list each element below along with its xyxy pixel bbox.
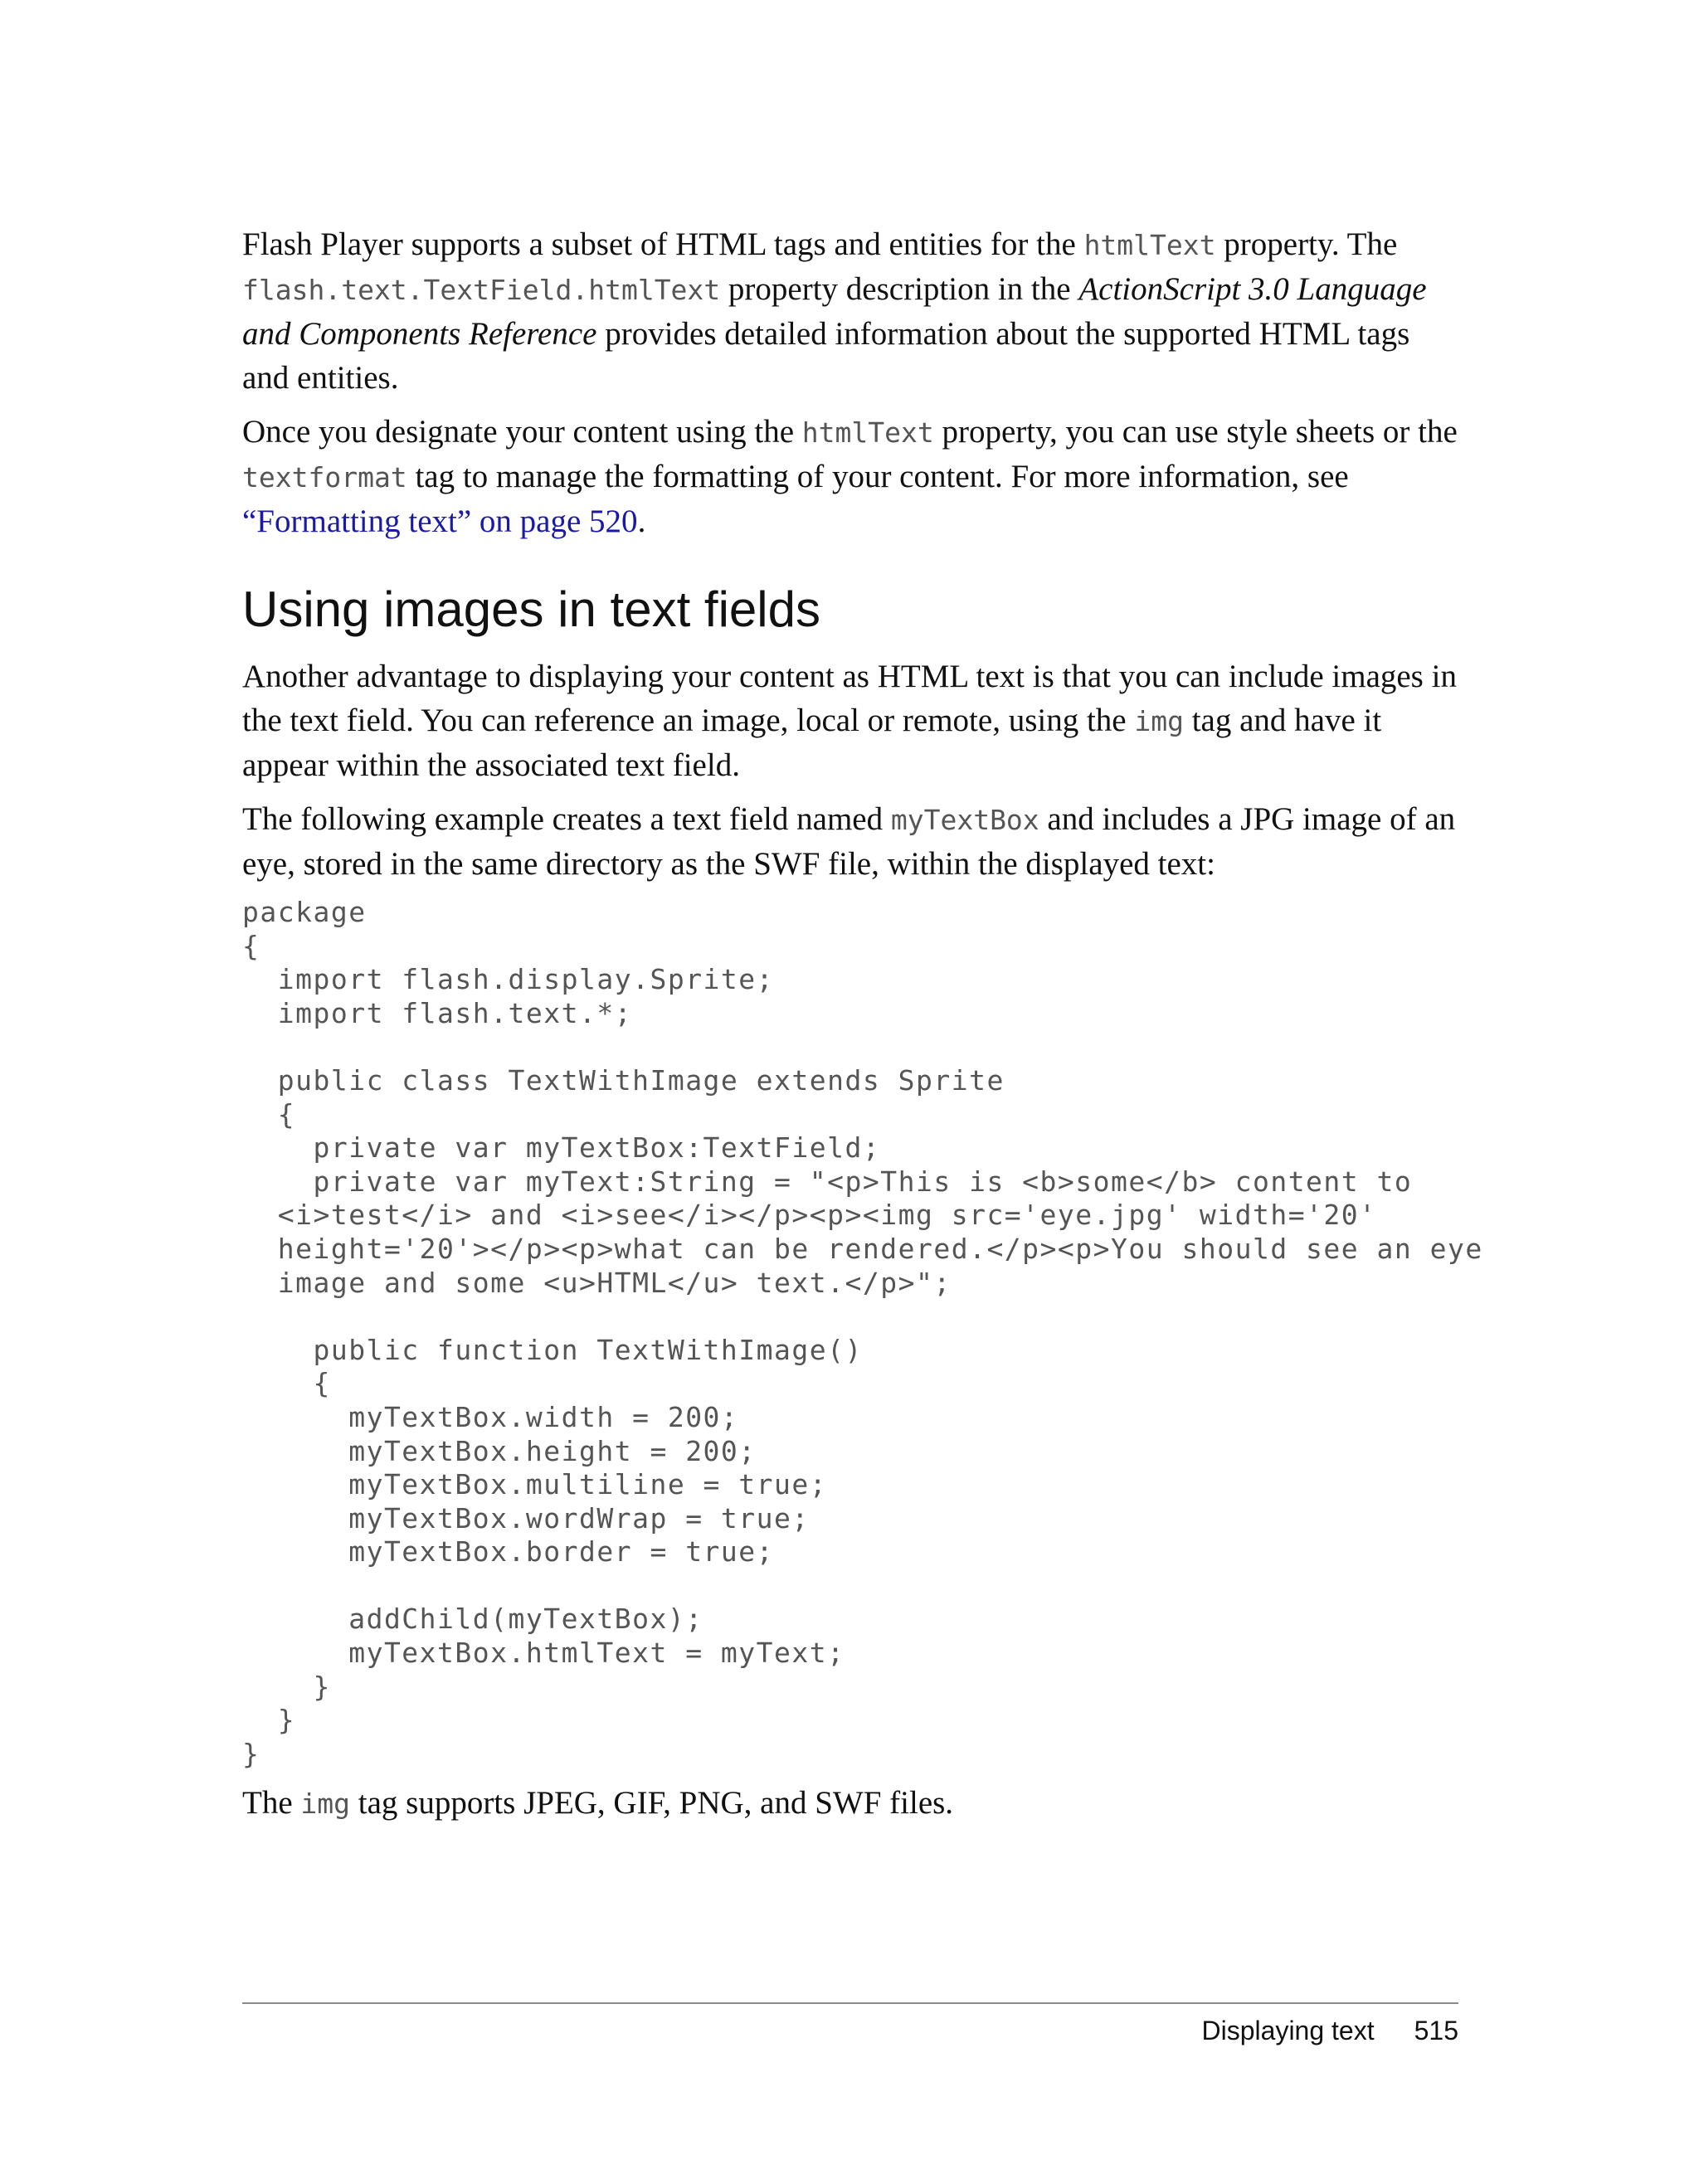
code-line: [242, 1030, 1462, 1064]
code-line: myTextBox.width = 200;: [242, 1400, 739, 1433]
text-span: tag to manage the formatting of your content. For more information, see: [406, 459, 1349, 494]
code-block: [242, 896, 1483, 1771]
inline-code-mytextbox: myTextBox: [890, 804, 1039, 836]
page-footer: [1202, 2016, 1458, 2046]
code-line: image and some <u>HTML</u> text.</p>";: [242, 1266, 952, 1299]
inline-code-htmltext: htmlText: [1083, 229, 1216, 261]
code-line: myTextBox.border = true;: [242, 1535, 775, 1569]
text-span: tag and have it appear within the associated text field.: [242, 703, 1382, 783]
code-line: myTextBox.htmlText = myText;: [242, 1637, 845, 1670]
text-span: property description in the: [720, 271, 1079, 307]
paragraph-example-intro: [242, 797, 1462, 886]
section-heading: Using images in text fields: [242, 581, 820, 637]
paragraph-style-sheets: [242, 410, 1462, 543]
code-line: {: [242, 1367, 331, 1400]
page-number: 515: [1414, 2016, 1458, 2045]
code-line: private var myTextBox:TextField;: [242, 1131, 881, 1165]
code-line: }: [242, 1670, 331, 1703]
paragraph-html-subset: [242, 222, 1462, 400]
inline-code-htmltext: htmlText: [801, 416, 934, 449]
code-line: public function TextWithImage(): [242, 1333, 863, 1366]
code-line: [242, 1569, 1462, 1603]
code-line: private var myText:String = "<p>This is <b>some</b> content to: [242, 1165, 1413, 1198]
reference-title: ActionScript 3.0 Language and Components Reference: [242, 271, 1427, 352]
code-line: <i>test</i> and <i>see</i></p><p><img src='eye.jpg' width='20': [242, 1199, 1377, 1232]
code-line: public class TextWithImage extends Sprite: [242, 1063, 1005, 1097]
inline-code-textfield-htmltext: flash.text.TextField.htmlText: [242, 274, 721, 306]
text-span: Once you designate your content using the: [242, 414, 802, 450]
code-line: myTextBox.height = 200;: [242, 1434, 757, 1467]
code-line: }: [242, 1704, 296, 1737]
paragraph-img-support: [242, 1781, 1462, 1826]
code-line: addChild(myTextBox);: [242, 1603, 703, 1636]
formatting-text-link[interactable]: “Formatting text” on page 520: [242, 503, 638, 539]
inline-code-img: img: [1134, 705, 1184, 737]
code-line: [242, 1300, 1462, 1334]
text-span: provides detailed information about the supported HTML tags and entities.: [242, 316, 1410, 396]
code-line: }: [242, 1737, 260, 1770]
page-content: [242, 222, 1483, 1836]
text-span: property. The: [1215, 226, 1398, 262]
code-line: import flash.text.*;: [242, 996, 633, 1029]
code-line: {: [242, 929, 260, 962]
text-span: The following example creates a text field named: [242, 801, 891, 837]
footer-section-title: Displaying text: [1201, 2016, 1375, 2045]
inline-code-img: img: [300, 1788, 350, 1821]
text-span: tag supports JPEG, GIF, PNG, and SWF files.: [350, 1785, 954, 1822]
code-line: myTextBox.multiline = true;: [242, 1468, 828, 1501]
footer-divider: [242, 2002, 1458, 2004]
text-span: and includes a JPG image of an eye, stored in the same directory as the SWF file, within the displayed text:: [242, 801, 1456, 882]
inline-code-textformat: textformat: [242, 461, 407, 494]
text-span: Flash Player supports a subset of HTML tags and entities for the: [242, 226, 1084, 262]
text-span: Another advantage to displaying your content as HTML text is that you can include images in the text field. You can reference an image, local or remote, using the: [242, 659, 1457, 738]
paragraph-images-advantage: [242, 654, 1462, 787]
text-span: .: [637, 503, 646, 539]
code-line: import flash.display.Sprite;: [242, 963, 775, 996]
code-line: package: [242, 896, 367, 928]
code-line: height='20'></p><p>what can be rendered.</p><p>You should see an eye: [242, 1232, 1483, 1265]
text-span: property, you can use style sheets or the: [933, 414, 1458, 450]
text-span: The: [242, 1785, 301, 1822]
code-line: myTextBox.wordWrap = true;: [242, 1501, 810, 1535]
code-line: {: [242, 1097, 296, 1131]
